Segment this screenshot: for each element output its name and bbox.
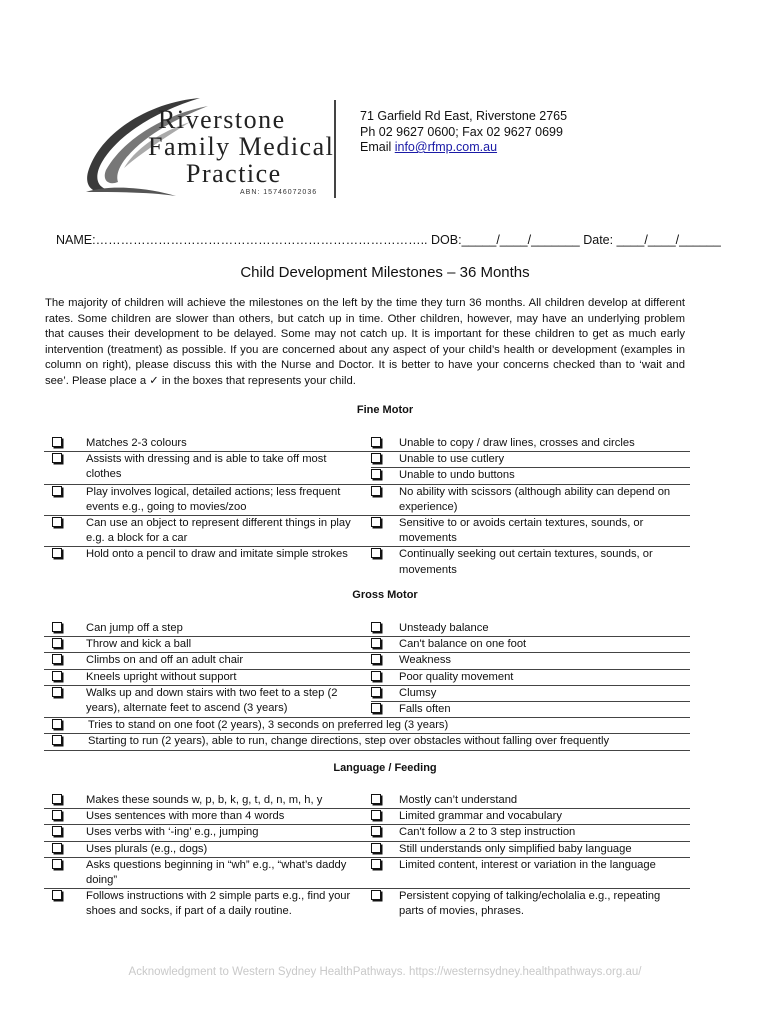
concern-text: Mostly can’t understand xyxy=(399,794,518,806)
milestone-text: Climbs on and off an adult chair xyxy=(86,654,244,667)
table-row xyxy=(44,485,690,516)
concern-text: Still understands only simplified baby language xyxy=(399,842,632,855)
table-row xyxy=(44,452,690,484)
checkbox[interactable] xyxy=(371,703,381,713)
concern-text: Unable to use cutlery xyxy=(399,453,505,466)
checkbox[interactable] xyxy=(371,843,381,853)
checkbox[interactable] xyxy=(371,687,381,697)
table-row-full xyxy=(44,718,690,734)
milestone-text: Uses verbs with ‘-ing’ e.g., jumping xyxy=(86,826,259,839)
phone-fax: Ph 02 9627 0600; Fax 02 9627 0699 xyxy=(360,124,563,139)
section-title-language: Language / Feeding xyxy=(333,762,437,774)
milestone-text: Matches 2-3 colours xyxy=(86,437,187,449)
table-row xyxy=(44,858,690,889)
checkbox[interactable] xyxy=(371,638,381,648)
email-label: Email xyxy=(360,140,395,154)
checkbox[interactable] xyxy=(52,638,62,648)
checkbox[interactable] xyxy=(52,794,62,804)
concern-text: No ability with scissors (although ability can depend on experience) xyxy=(399,485,671,513)
milestone-text: Assists with dressing and is able to take off most clothes xyxy=(86,453,327,481)
table-row xyxy=(44,686,690,718)
checkbox[interactable] xyxy=(371,826,381,836)
checkbox[interactable] xyxy=(52,654,62,664)
milestone-text: Follows instructions with 2 simple parts e.g., find your shoes and socks, if part of a daily routine. xyxy=(86,890,351,918)
checkbox[interactable] xyxy=(371,548,381,558)
fine-motor-table xyxy=(44,436,690,578)
concern-text: Continually seeking out certain textures, sounds, or movements xyxy=(399,548,653,576)
checkbox[interactable] xyxy=(52,486,62,496)
concern-text: Unable to undo buttons xyxy=(399,469,515,482)
table-row xyxy=(44,516,690,547)
checkbox[interactable] xyxy=(371,486,381,496)
checkbox[interactable] xyxy=(371,622,381,632)
milestone-text: Hold onto a pencil to draw and imitate simple strokes xyxy=(86,548,348,561)
checkbox[interactable] xyxy=(371,437,381,447)
checkbox[interactable] xyxy=(52,735,62,745)
table-row xyxy=(44,825,690,841)
concern-text: Sensitive to or avoids certain textures, sounds, or movements xyxy=(399,517,644,545)
address: 71 Garfield Rd East, Riverstone 2765 xyxy=(360,109,568,123)
checkbox[interactable] xyxy=(52,826,62,836)
intro-paragraph xyxy=(45,296,685,390)
practice-logo xyxy=(80,92,335,202)
email-link[interactable]: info@rfmp.com.au xyxy=(394,140,498,154)
checkbox[interactable] xyxy=(52,843,62,853)
checkbox[interactable] xyxy=(371,810,381,820)
table-row xyxy=(44,793,690,809)
concern-text: Falls often xyxy=(399,703,451,716)
checkbox[interactable] xyxy=(52,719,62,729)
checkbox[interactable] xyxy=(371,794,381,804)
concern-text: Limited grammar and vocabulary xyxy=(399,810,562,823)
concern-text: Clumsy xyxy=(399,686,437,699)
patient-details-line[interactable]: NAME:…………………………………………………………………….. DOB:_____/____/_______ Date: ____/____/______ xyxy=(56,233,721,247)
table-row xyxy=(44,670,690,686)
milestone-text: Walks up and down stairs with two feet to a step (2 years), alternate feet to ascend (3 years) xyxy=(86,686,338,715)
logo-line-3: Practice xyxy=(186,159,282,188)
checkbox[interactable] xyxy=(371,453,381,463)
table-row xyxy=(44,809,690,825)
concern-text: Can't balance on one foot xyxy=(399,638,527,651)
checkbox[interactable] xyxy=(52,687,62,697)
table-row xyxy=(44,842,690,858)
table-row xyxy=(44,621,690,637)
checkbox[interactable] xyxy=(52,859,62,869)
email-line xyxy=(360,140,567,156)
tick-icon: ✓ xyxy=(149,374,159,387)
milestone-text: Play involves logical, detailed actions; less frequent events e.g., going to movies/zoo xyxy=(86,485,341,513)
logo-line-1: Riverstone xyxy=(158,105,286,134)
checkbox[interactable] xyxy=(371,469,381,479)
checkbox[interactable] xyxy=(52,548,62,558)
intro-text-end: in the boxes that represents your child. xyxy=(158,374,356,387)
gross-motor-table xyxy=(44,621,690,751)
table-row xyxy=(44,889,690,919)
milestone-text: Kneels upright without support xyxy=(86,670,237,683)
checkbox[interactable] xyxy=(52,517,62,527)
milestone-text: Tries to stand on one foot (2 years), 3 seconds on preferred leg (3 years) xyxy=(88,719,449,732)
contact-details xyxy=(360,109,567,156)
table-row xyxy=(44,436,690,452)
section-title-fine-motor: Fine Motor xyxy=(356,404,414,416)
page-title: Child Development Milestones – 36 Months xyxy=(240,264,530,281)
checkbox[interactable] xyxy=(371,517,381,527)
checkbox[interactable] xyxy=(52,890,62,900)
concern-text: Limited content, interest or variation in the language xyxy=(399,858,656,871)
intro-text: The majority of children will achieve the milestones on the left by the time they turn 36 months. All children develop at different rates. Some children are slower than others, but catch up in time. Other children, however, may have an underlying problem that causes their development to be delayed. Some may not catch up. It is important for these children to get as much early intervention (treatment) as possible. If you are concerned about any aspect of your child’s health or development (examples in column on right), please discuss this with the Nurse and Doctor. It is better to have your concerns checked than to ‘wait and see’. Please place a xyxy=(45,297,685,387)
checkbox[interactable] xyxy=(52,622,62,632)
table-row xyxy=(44,637,690,653)
checkbox[interactable] xyxy=(52,437,62,447)
milestone-text: Can use an object to represent different things in play e.g. a block for a car xyxy=(86,517,351,545)
concern-text: Weakness xyxy=(399,654,452,667)
table-row xyxy=(44,653,690,669)
logo-line-2: Family Medical xyxy=(148,132,335,161)
checkbox[interactable] xyxy=(371,671,381,681)
checkbox[interactable] xyxy=(371,890,381,900)
logo-abn: ABN: 15746072036 xyxy=(240,189,318,196)
header-divider xyxy=(334,100,336,198)
concern-text: Unable to copy / draw lines, crosses and circles xyxy=(399,437,635,449)
milestone-text: Makes these sounds w, p, b, k, g, t, d, n, m, h, y xyxy=(86,794,323,806)
footer-acknowledgment: Acknowledgment to Western Sydney HealthPathways. https://westernsydney.healthpathways.org.au/ xyxy=(128,966,642,978)
milestone-text: Uses plurals (e.g., dogs) xyxy=(86,842,208,855)
milestone-text: Asks questions beginning in “wh” e.g., “what’s daddy doing” xyxy=(86,858,347,887)
checkbox[interactable] xyxy=(52,453,62,463)
milestone-text: Starting to run (2 years), able to run, change directions, step over obstacles without falling over frequently xyxy=(88,735,610,748)
section-title-gross-motor: Gross Motor xyxy=(352,589,418,601)
language-table xyxy=(44,793,690,920)
checkbox[interactable] xyxy=(52,671,62,681)
checkbox[interactable] xyxy=(371,859,381,869)
checkbox[interactable] xyxy=(52,810,62,820)
milestone-text: Uses sentences with more than 4 words xyxy=(86,810,285,823)
concern-text: Persistent copying of talking/echolalia e.g., repeating parts of movies, phrases. xyxy=(399,890,661,918)
table-row-full xyxy=(44,734,690,750)
concern-text: Unsteady balance xyxy=(399,622,489,634)
concern-text: Poor quality movement xyxy=(399,670,514,683)
milestone-text: Can jump off a step xyxy=(86,622,183,634)
milestone-text: Throw and kick a ball xyxy=(86,638,192,651)
table-row xyxy=(44,547,690,577)
concern-text: Can't follow a 2 to 3 step instruction xyxy=(399,826,576,839)
checkbox[interactable] xyxy=(371,654,381,664)
